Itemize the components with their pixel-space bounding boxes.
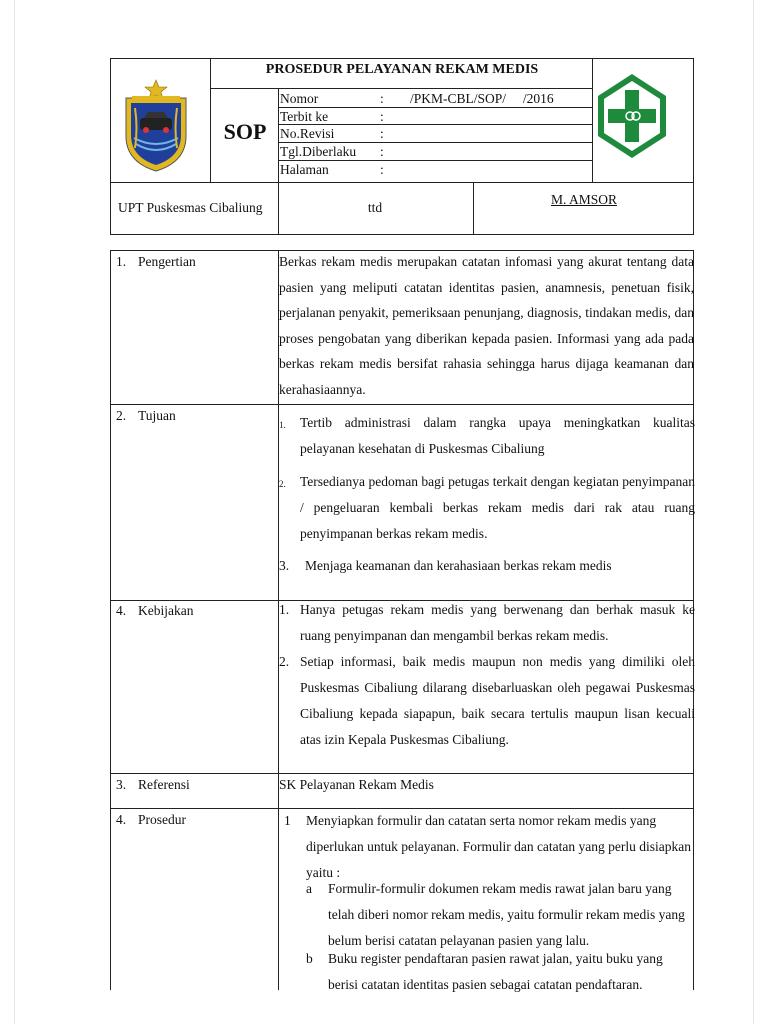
section-number: 4.: [116, 603, 127, 618]
referensi-text: SK Pelayanan Rekam Medis: [279, 777, 434, 792]
section-title: Referensi: [138, 777, 190, 792]
section-title: Prosedur: [138, 812, 186, 827]
tujuan-item: [279, 410, 695, 462]
prosedur-subitem: [306, 876, 692, 954]
prosedur-subitem: [306, 946, 692, 998]
section-title: Pengertian: [138, 254, 196, 269]
regency-emblem-icon: [118, 78, 194, 174]
section-label-tujuan: [116, 408, 176, 424]
puskesmas-logo-icon: [594, 72, 670, 160]
subitem-marker: b: [306, 951, 313, 966]
item-text: Tersedianya pedoman bagi petugas terkait dengan kegiatan penyimpanan / pengeluaran kembali berkas rekam medis dari rak atau ruang penyimpanan berkas rekam medis.: [300, 474, 695, 541]
document-title: PROSEDUR PELAYANAN REKAM MEDIS: [265, 62, 539, 77]
step-text: Menyiapkan formulir dan catatan serta nomor rekam medis yang diperlukan untuk pelayanan. Formulir dan catatan yang perlu disiapkan yaitu :: [306, 813, 692, 880]
meta-value: /PKM-CBL/SOP/ /2016: [410, 91, 554, 106]
signature-placeholder: ttd: [367, 200, 383, 215]
page-edge-left: [14, 0, 15, 1024]
pengertian-text: Berkas rekam medis merupakan catatan infomasi yang akurat tentang data pasien yang meliputi catatan identitas pasien, anamnesis, penetuan fisik, perjalanan penyakit, pemeriksaan penunjang, diagnosis, tindakan medis, dan proses pengobatan yang diberikan kepada pasien. Informasi yang ada pada berkas rekam medis bersifat rahasia sehingga harus dijaga keamanan dan kerahasiaannya.: [279, 254, 694, 397]
section-label-prosedur: [116, 812, 186, 828]
meta-key: Halaman: [280, 162, 329, 177]
item-marker: 1.: [279, 602, 290, 617]
item-marker: 2.: [279, 479, 286, 489]
section-title: Kebijakan: [138, 603, 194, 618]
section-label-pengertian: [116, 254, 196, 270]
item-marker: 1.: [279, 420, 286, 430]
item-text: Menjaga keamanan dan kerahasiaan berkas rekam medis: [305, 558, 612, 573]
signer-name: M. AMSOR: [550, 192, 618, 207]
meta-key: Terbit ke: [280, 109, 329, 124]
meta-colon: :: [380, 91, 384, 106]
section-label-referensi: [116, 777, 190, 793]
item-text: Setiap informasi, baik medis maupun non medis yang dimiliki oleh Puskesmas Cibaliung dilarang disebarluaskan oleh pegawai Puskesmas Cibaliung kepada siapapun, baik secara tertulis maupun lisan kecuali atas izin Kepala Puskesmas Cibaliung.: [300, 654, 695, 747]
section-title: Tujuan: [138, 408, 176, 423]
section-number: 2.: [116, 408, 127, 423]
tujuan-item: [279, 553, 695, 579]
section-number: 3.: [116, 777, 127, 792]
section-label-kebijakan: [116, 603, 193, 619]
sop-label: SOP: [223, 119, 267, 144]
kebijakan-item: [279, 649, 695, 753]
item-marker: 2.: [279, 654, 290, 669]
kebijakan-item: [279, 597, 695, 649]
meta-key: No.Revisi: [280, 126, 335, 141]
meta-key: Tgl.Diberlaku: [280, 144, 357, 159]
step-marker: 1: [284, 813, 291, 828]
subitem-text: Buku register pendaftaran pasien rawat jalan, yaitu buku yang berisi catatan identitas pasien sebagai catatan pendaftaran.: [328, 951, 663, 992]
item-text: Hanya petugas rekam medis yang berwenang dan berhak masuk ke ruang penyimpanan dan mengambil berkas rekam medis.: [300, 602, 695, 643]
meta-colon: :: [380, 162, 384, 177]
item-text: Tertib administrasi dalam rangka upaya meningkatkan kualitas pelayanan kesehatan di Puskesmas Cibaliung: [300, 415, 695, 456]
section-number: 4.: [116, 812, 127, 827]
section-number: 1.: [116, 254, 127, 269]
item-marker: 3.: [279, 558, 290, 573]
page-edge-right: [753, 0, 754, 1024]
prosedur-step: [284, 808, 692, 886]
tujuan-item: [279, 469, 695, 547]
meta-colon: :: [380, 126, 384, 141]
subitem-text: Formulir-formulir dokumen rekam medis rawat jalan baru yang telah diberi nomor rekam medis, yaitu formulir rekam medis yang belum berisi catatan pelayanan pasien yang lalu.: [328, 881, 685, 948]
meta-key: Nomor: [280, 91, 319, 106]
unit-name: UPT Puskesmas Cibaliung: [118, 200, 263, 215]
subitem-marker: a: [306, 881, 312, 896]
meta-colon: :: [380, 109, 384, 124]
meta-colon: :: [380, 144, 384, 159]
